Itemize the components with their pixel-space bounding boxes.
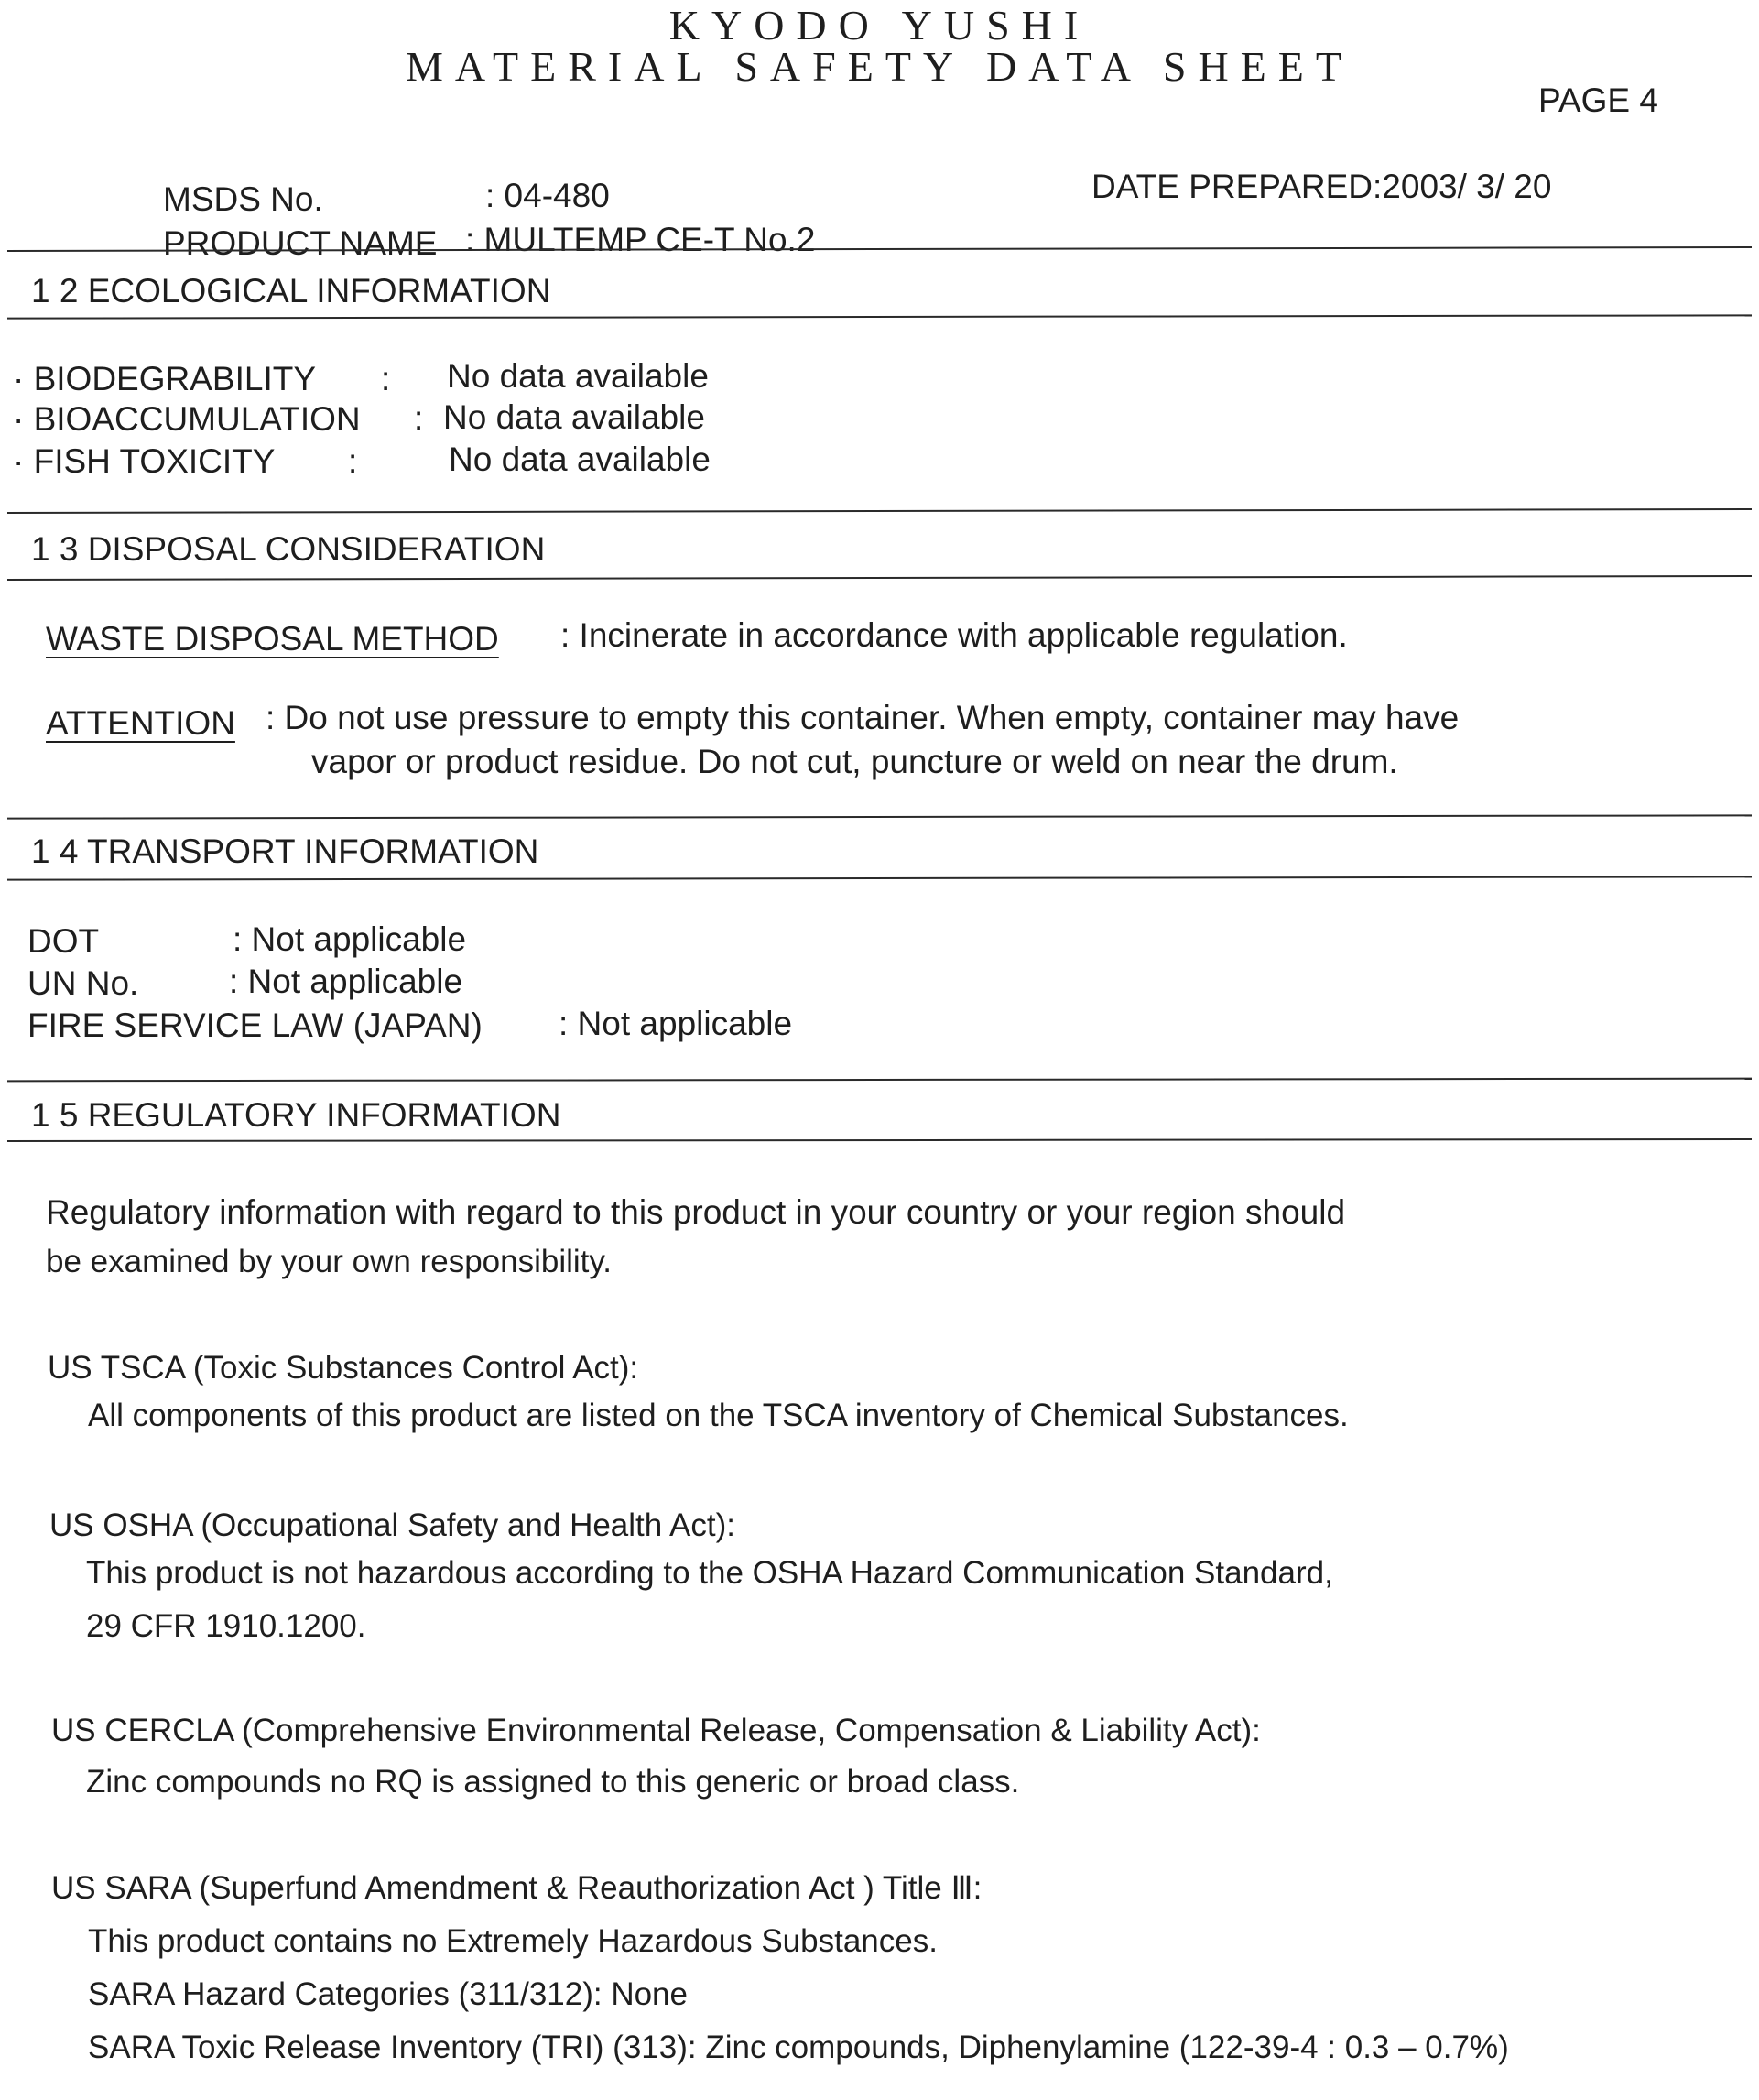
list-item-value: No data available (443, 398, 705, 436)
regulatory-intro-line2: be examined by your own responsibility. (46, 1244, 613, 1279)
list-item-sep: : (348, 442, 358, 480)
section-rule (7, 814, 1752, 819)
section-13-title: 1 3 DISPOSAL CONSIDERATION (31, 530, 546, 568)
attention-text-line1: : Do not use pressure to empty this container. When empty, container may have (266, 699, 1460, 736)
page-number: PAGE 4 (1538, 82, 1658, 119)
section-rule (7, 314, 1752, 319)
list-item-value: No data available (447, 357, 709, 395)
list-item-label: DOT (27, 922, 100, 960)
sara-heading: US SARA (Superfund Amendment & Reauthorization Act ) Title Ⅲ: (51, 1870, 983, 1906)
osha-text-line2: 29 CFR 1910.1200. (86, 1608, 366, 1644)
list-item-value: : Not applicable (229, 963, 463, 1000)
section-15-title: 1 5 REGULATORY INFORMATION (31, 1096, 561, 1134)
list-item-sep: : (381, 360, 391, 397)
tsca-heading: US TSCA (Toxic Substances Control Act): (48, 1350, 639, 1386)
section-12-title: 1 2 ECOLOGICAL INFORMATION (31, 272, 551, 310)
section-14-title: 1 4 TRANSPORT INFORMATION (31, 832, 539, 870)
sara-text-line2: SARA Hazard Categories (311/312): None (88, 1976, 688, 2012)
attention-text-line2: vapor or product residue. Do not cut, puncture or weld on near the drum. (311, 743, 1398, 780)
list-item-value: : Not applicable (233, 920, 467, 958)
list-item-label: · BIODEGRABILITY (13, 360, 317, 397)
section-rule (7, 1078, 1752, 1083)
sara-text-line1: This product contains no Extremely Hazardous Substances. (88, 1923, 938, 1959)
regulatory-intro-line1: Regulatory information with regard to this product in your country or your region should (46, 1193, 1346, 1231)
msds-value: : 04-480 (485, 177, 610, 214)
list-item-label: FIRE SERVICE LAW (JAPAN) (27, 1006, 483, 1044)
company-name: KYODO YUSHI (668, 2, 1091, 49)
waste-disposal-text: : Incinerate in accordance with applicable regulation. (560, 616, 1348, 654)
document-title: MATERIAL SAFETY DATA SHEET (406, 43, 1353, 90)
product-label: PRODUCT NAME (163, 224, 438, 262)
waste-disposal-label: WASTE DISPOSAL METHOD (46, 620, 499, 658)
product-value: : MULTEMP CE-T No.2 (465, 221, 816, 258)
sara-text-line3: SARA Toxic Release Inventory (TRI) (313): Zinc compounds, Diphenylamine (122-39-4 : 0.3 – 0.7%) (88, 2029, 1509, 2065)
osha-text-line1: This product is not hazardous according to the OSHA Hazard Communication Standard, (86, 1555, 1333, 1591)
section-rule (7, 1138, 1752, 1142)
tsca-text: All components of this product are listed on the TSCA inventory of Chemical Substances. (88, 1398, 1349, 1433)
list-item-value: No data available (449, 441, 711, 478)
osha-heading: US OSHA (Occupational Safety and Health Act): (49, 1507, 735, 1543)
list-item-label: UN No. (27, 964, 139, 1002)
cercla-heading: US CERCLA (Comprehensive Environmental Release, Compensation & Liability Act): (51, 1713, 1261, 1748)
list-item-value: : Not applicable (559, 1005, 793, 1042)
section-rule (7, 575, 1752, 581)
list-item-label: · BIOACCUMULATION (13, 400, 361, 438)
section-rule (7, 508, 1752, 514)
cercla-text: Zinc compounds no RQ is assigned to this generic or broad class. (86, 1764, 1020, 1800)
list-item-label: · FISH TOXICITY (13, 442, 276, 480)
date-prepared: DATE PREPARED:2003/ 3/ 20 (1091, 168, 1552, 205)
section-rule (7, 876, 1752, 880)
list-item-sep: : (414, 399, 424, 437)
msds-label: MSDS No. (163, 180, 323, 218)
attention-label: ATTENTION (46, 704, 235, 742)
